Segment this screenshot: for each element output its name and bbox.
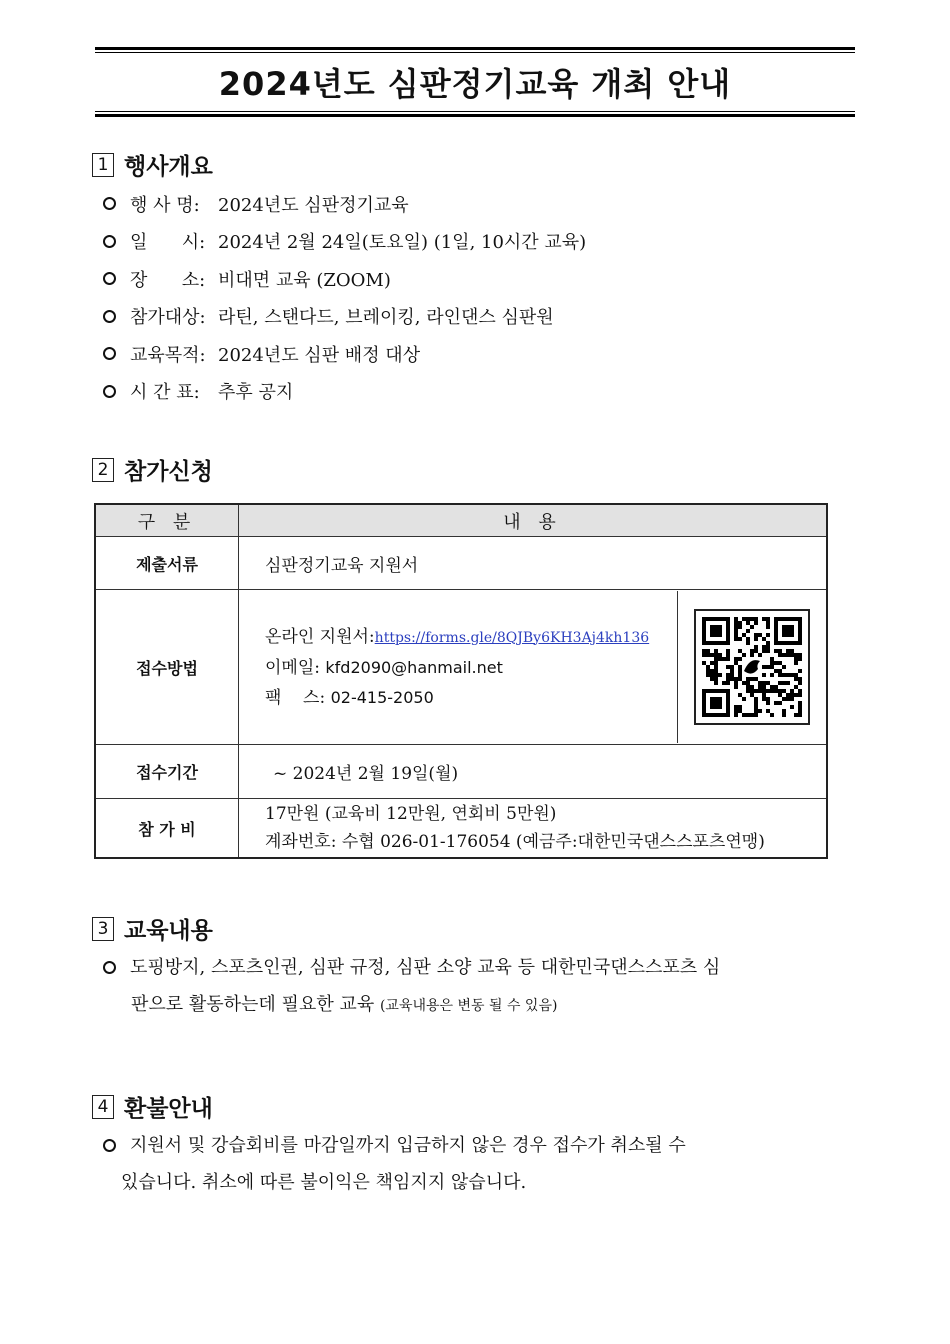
table-row — [95, 745, 827, 799]
paragraph-text: 지원서 및 강습회비를 마감일까지 입금하지 않은 경우 접수가 취소될 수 — [130, 1135, 686, 1156]
list-item — [103, 335, 586, 373]
item-label: 행 사 명: — [130, 194, 200, 216]
item-value: 2024년도 심판 배정 대상 — [218, 344, 421, 366]
email-label: 이메일: — [265, 657, 320, 678]
title-bottom-thin-rule — [95, 111, 855, 112]
refund-paragraph — [103, 1127, 833, 1201]
circle-bullet-icon — [103, 1139, 116, 1152]
item-value: 비대면 교육 (ZOOM) — [218, 269, 391, 291]
application-table — [94, 503, 828, 859]
title-block — [95, 47, 855, 117]
fax-value: 02-415-2050 — [330, 687, 434, 707]
list-item — [103, 223, 586, 261]
table-row — [95, 537, 827, 590]
table-header-row — [95, 504, 827, 537]
section-2-number: 2 — [92, 458, 114, 482]
paragraph-text: 도핑방지, 스포츠인권, 심판 규정, 심판 소양 교육 등 대한민국댄스스포츠 심 — [130, 957, 721, 978]
row-value — [239, 799, 828, 859]
qr-code-frame — [694, 609, 810, 725]
item-label: 장 소: — [130, 269, 206, 291]
row-value: ~ 2024년 2월 19일(월) — [239, 745, 828, 799]
section-3-header — [92, 912, 213, 945]
title-bottom-rule — [95, 114, 855, 117]
paragraph-line — [103, 1164, 833, 1201]
paragraph-line — [103, 1127, 833, 1164]
paragraph-line — [103, 949, 833, 986]
section-3-number: 3 — [92, 917, 114, 941]
event-overview-list — [103, 185, 586, 410]
section-4-number: 4 — [92, 1095, 114, 1119]
method-text — [239, 591, 677, 743]
circle-bullet-icon — [103, 347, 116, 360]
section-3-title: 교육내용 — [124, 918, 213, 944]
paragraph-text: 있습니다. 취소에 따른 불이익은 책임지지 않습니다. — [121, 1172, 527, 1193]
row-label: 접수방법 — [95, 590, 239, 745]
section-4-header — [92, 1090, 213, 1123]
list-item — [103, 373, 586, 411]
online-label: 온라인 지원서: — [265, 626, 375, 647]
fax-line — [265, 683, 677, 713]
online-line — [265, 622, 677, 653]
header-content: 내 용 — [239, 504, 828, 537]
section-4-title: 환불안내 — [124, 1096, 213, 1122]
section-1-header — [92, 148, 213, 181]
section-1-number: 1 — [92, 153, 114, 177]
list-item — [103, 260, 586, 298]
item-value: 라틴, 스탠다드, 브레이킹, 라인댄스 심판원 — [218, 307, 554, 329]
paragraph-line — [103, 986, 833, 1025]
method-cell — [239, 590, 828, 745]
list-item — [103, 185, 586, 223]
header-category: 구 분 — [95, 504, 239, 537]
section-1-title: 행사개요 — [124, 154, 213, 180]
circle-bullet-icon — [103, 235, 116, 248]
circle-bullet-icon — [103, 385, 116, 398]
item-value: 2024년 2월 24일(토요일) (1일, 10시간 교육) — [218, 232, 587, 254]
fax-label: 팩 스: — [265, 687, 326, 708]
qr-cell — [677, 591, 826, 743]
list-item — [103, 298, 586, 336]
online-form-link[interactable]: https://forms.gle/8QJBy6KH3Aj4kh136 — [374, 629, 650, 646]
row-label: 제출서류 — [95, 537, 239, 590]
section-2-title: 참가신청 — [124, 459, 213, 485]
fee-line-2: 계좌번호: 수협 026-01-176054 (예금주:대한민국댄스스포츠연맹) — [265, 832, 765, 852]
email-line — [265, 653, 677, 683]
circle-bullet-icon — [103, 272, 116, 285]
paragraph-note: (교육내용은 변동 될 수 있음) — [379, 998, 558, 1014]
table-row — [95, 799, 827, 859]
item-label: 시 간 표: — [130, 382, 200, 404]
title-top-rule — [95, 47, 855, 50]
paragraph-text: 판으로 활동하는데 필요한 교육 — [131, 994, 375, 1015]
method-inner — [239, 591, 826, 743]
item-label: 참가대상: — [130, 307, 206, 329]
row-value: 심판정기교육 지원서 — [239, 537, 828, 590]
item-label: 일 시: — [130, 232, 206, 254]
circle-bullet-icon — [103, 310, 116, 323]
row-label: 참 가 비 — [95, 799, 239, 859]
qr-code-icon[interactable] — [702, 617, 802, 717]
circle-bullet-icon — [103, 197, 116, 210]
item-value: 추후 공지 — [218, 382, 294, 404]
circle-bullet-icon — [103, 961, 116, 974]
section-2-header — [92, 453, 213, 486]
table-row — [95, 590, 827, 745]
item-value: 2024년도 심판정기교육 — [218, 194, 409, 216]
page-title: 2024년도 심판정기교육 개최 안내 — [218, 65, 732, 103]
fee-line-1: 17만원 (교육비 12만원, 연회비 5만원) — [265, 804, 557, 824]
education-content-paragraph — [103, 949, 833, 1025]
email-value: kfd2090@hanmail.net — [325, 657, 503, 677]
row-label: 접수기간 — [95, 745, 239, 799]
item-label: 교육목적: — [130, 344, 206, 366]
